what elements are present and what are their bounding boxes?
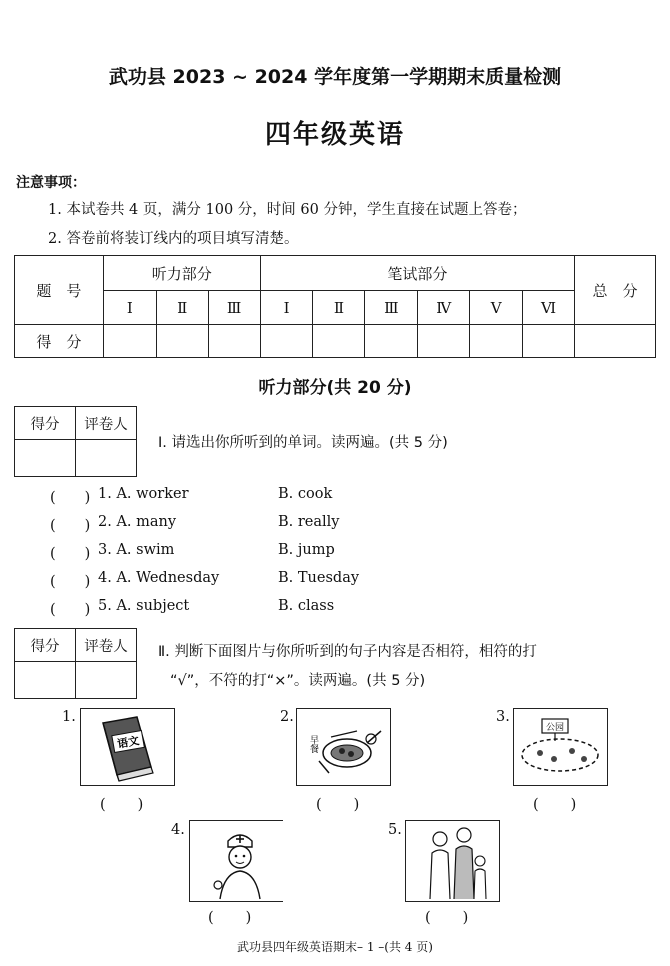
grader-box-1: [14, 406, 137, 477]
family-icon: [405, 820, 500, 902]
answer-paren[interactable]: ( ): [50, 602, 91, 618]
answer-paren[interactable]: ( ): [208, 910, 253, 926]
picture-number: 4.: [171, 822, 185, 838]
writing-col-2: Ⅱ: [313, 291, 365, 325]
option-a: 4. A. Wednesday: [98, 570, 220, 586]
answer-paren[interactable]: ( ): [50, 546, 91, 562]
writing-col-4: Ⅳ: [418, 291, 470, 325]
picture-number: 3.: [496, 709, 510, 725]
picture-number: 1.: [62, 709, 76, 725]
score-cell[interactable]: [313, 325, 365, 358]
park-sign-label: 公园: [545, 723, 565, 733]
list-item: [50, 542, 335, 562]
score-cell[interactable]: [470, 325, 523, 358]
picture-number: 5.: [388, 822, 402, 838]
list-item: [50, 514, 340, 534]
grader-box-2: [14, 628, 137, 699]
answer-paren[interactable]: ( ): [100, 797, 145, 813]
option-a: 2. A. many: [98, 514, 177, 530]
park-icon: [513, 708, 608, 786]
listening-group-header: 听力部分: [103, 256, 260, 291]
note-item-2: 2. 答卷前将装订线内的项目填写清楚。: [48, 231, 299, 247]
listening-col-2: Ⅱ: [156, 291, 208, 325]
q1-title: Ⅰ. 请选出你所听到的单词。读两遍。(共 5 分): [158, 435, 448, 451]
listening-col-1: Ⅰ: [103, 291, 156, 325]
score-cell[interactable]: [260, 325, 313, 358]
total-header: 总 分: [575, 256, 656, 325]
score-cell[interactable]: [208, 325, 260, 358]
score-cell[interactable]: [523, 325, 575, 358]
q2-title-line-1: Ⅱ. 判断下面图片与你所听到的句子内容是否相符，相符的打: [158, 644, 537, 660]
breakfast-plate-icon: [296, 708, 391, 786]
answer-paren[interactable]: ( ): [533, 797, 578, 813]
option-a: 1. A. worker: [98, 486, 189, 502]
grader-name-cell[interactable]: [76, 440, 137, 477]
grader-score-label: 得分: [15, 407, 76, 440]
writing-col-3: Ⅲ: [365, 291, 418, 325]
score-cell[interactable]: [103, 325, 156, 358]
score-cell[interactable]: [365, 325, 418, 358]
breakfast-label: 早餐: [308, 735, 318, 753]
list-item: [50, 598, 335, 618]
grader-score-label: 得分: [15, 629, 76, 662]
score-table-score-label: 得 分: [15, 325, 104, 358]
nurse-icon: [189, 820, 283, 902]
option-b: B. Tuesday: [278, 570, 360, 586]
exam-subject: 四年级英语: [264, 120, 405, 150]
q2-title-line-2: “√”，不符的打“×”。读两遍。(共 5 分): [170, 673, 426, 689]
book-label: 语文: [116, 734, 141, 751]
writing-col-1: Ⅰ: [260, 291, 313, 325]
writing-col-6: Ⅵ: [523, 291, 575, 325]
q2-title: [158, 638, 658, 696]
grader-name-cell[interactable]: [76, 662, 137, 699]
list-item: [50, 486, 333, 506]
total-score-cell[interactable]: [575, 325, 656, 358]
exam-title: 武功县 2023 ~ 2024 学年度第一学期期末质量检测: [108, 66, 562, 88]
score-table-title-label: 题 号: [15, 256, 104, 325]
option-b: B. cook: [278, 486, 333, 502]
listening-section-title: 听力部分(共 20 分): [258, 378, 412, 398]
option-b: B. really: [278, 514, 340, 530]
option-b: B. jump: [278, 542, 335, 558]
answer-paren[interactable]: ( ): [425, 910, 470, 926]
answer-paren[interactable]: ( ): [50, 518, 91, 534]
picture-number: 2.: [280, 709, 294, 725]
option-b: B. class: [278, 598, 335, 614]
answer-paren[interactable]: ( ): [316, 797, 361, 813]
chinese-book-icon: [80, 708, 175, 786]
grader-name-label: 评卷人: [76, 629, 137, 662]
score-cell[interactable]: [418, 325, 470, 358]
answer-paren[interactable]: ( ): [50, 574, 91, 590]
writing-group-header: 笔试部分: [260, 256, 574, 291]
grader-score-cell[interactable]: [15, 662, 76, 699]
answer-paren[interactable]: ( ): [50, 490, 91, 506]
writing-col-5: Ⅴ: [470, 291, 523, 325]
notes-heading: 注意事项：: [16, 175, 86, 191]
option-a: 5. A. subject: [98, 598, 190, 614]
listening-col-3: Ⅲ: [208, 291, 260, 325]
grader-score-cell[interactable]: [15, 440, 76, 477]
grader-name-label: 评卷人: [76, 407, 137, 440]
page-footer: 武功县四年级英语期末– 1 –(共 4 页): [237, 940, 433, 954]
score-cell[interactable]: [156, 325, 208, 358]
note-item-1: 1. 本试卷共 4 页，满分 100 分，时间 60 分钟，学生直接在试题上答卷；: [48, 202, 527, 218]
option-a: 3. A. swim: [98, 542, 175, 558]
score-table: [14, 255, 656, 358]
list-item: [50, 570, 360, 590]
